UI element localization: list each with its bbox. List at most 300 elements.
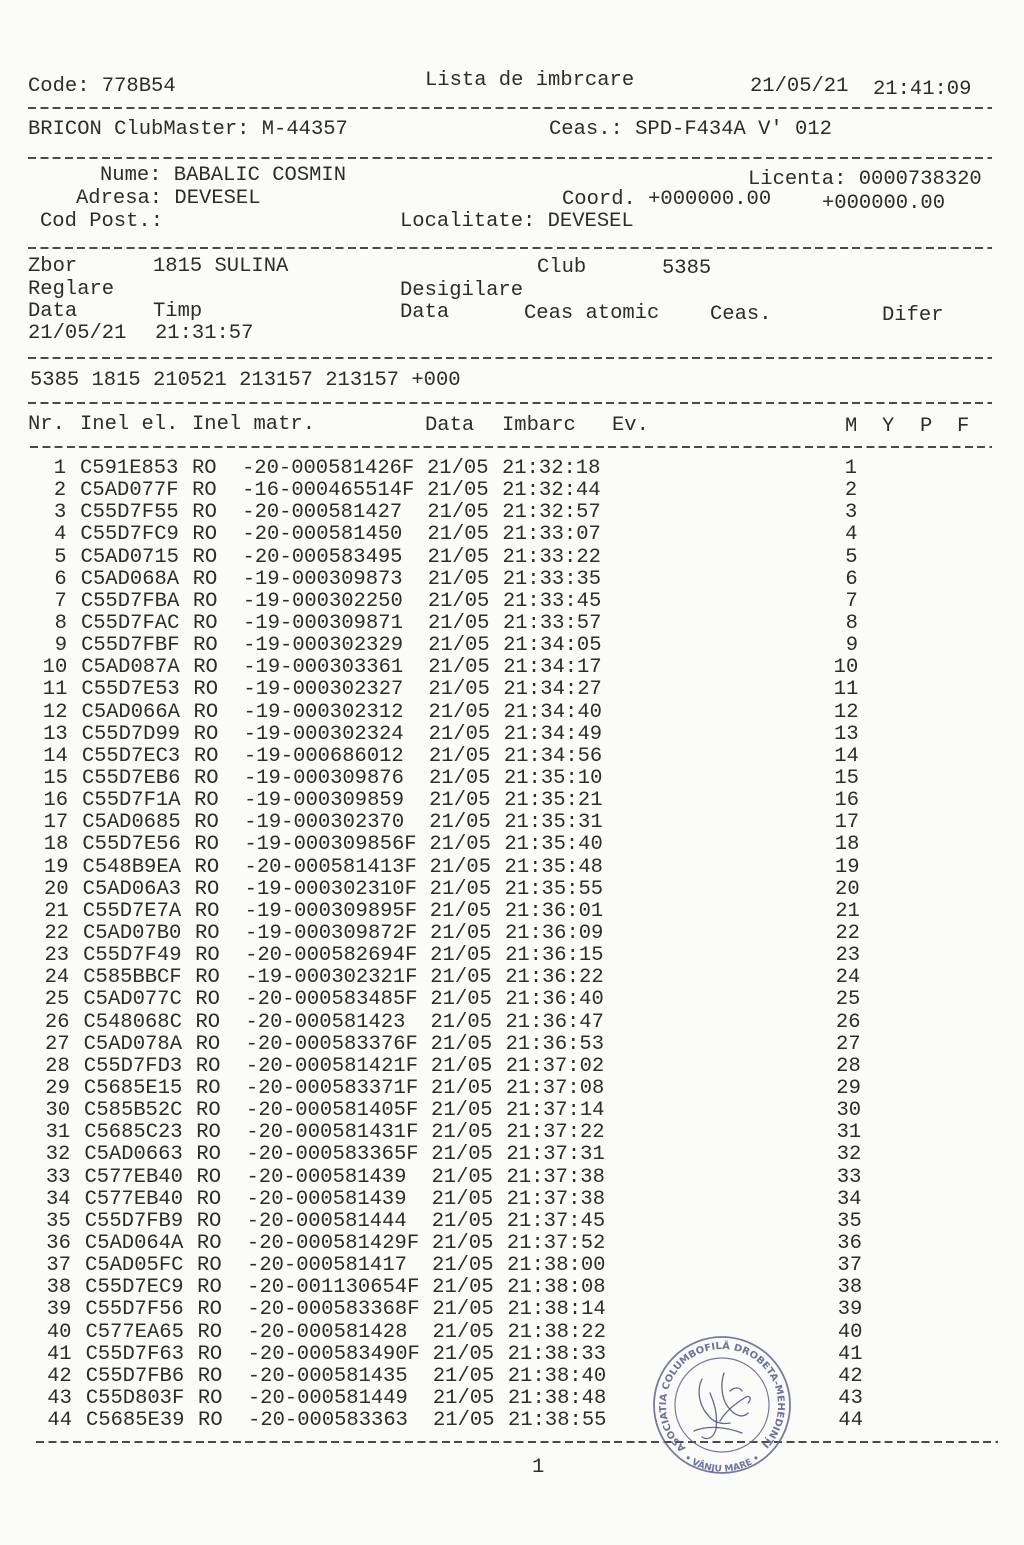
ring-registration-number: -20-000581435: [247, 1364, 408, 1388]
table-row: [1, 547, 901, 569]
row-number: 36: [46, 1231, 71, 1255]
svg-text:ASOCIATIA COLUMBOFILĂ DROBETA-: [658, 1340, 786, 1454]
rank-m: 21: [835, 899, 860, 923]
rank-m: 36: [837, 1231, 862, 1255]
table-row: [2, 724, 902, 746]
row-number: 23: [44, 944, 70, 968]
arrival-time: 21:38:55: [508, 1409, 607, 1432]
arrival-date: 21/05: [428, 722, 491, 746]
table-row: [1, 613, 901, 635]
code-label: Code: 778B54: [28, 75, 176, 98]
electronic-ring-id: C55D7F63: [85, 1342, 185, 1366]
rank-m: 7: [845, 589, 858, 613]
column-imbarc: Imbarc: [502, 414, 576, 437]
arrival-date: 21/05: [429, 899, 492, 923]
row-number: 44: [47, 1409, 73, 1432]
arrival-date: 21/05: [428, 656, 490, 680]
ring-country: RO: [197, 1298, 222, 1322]
ring-registration-number: -20-000581429F: [246, 1231, 420, 1255]
ring-registration-number: -20-000583485F: [245, 988, 418, 1012]
electronic-ring-id: C5AD0663: [84, 1143, 183, 1167]
ring-country: RO: [194, 833, 219, 857]
ring-registration-number: -16-000465514F: [242, 479, 415, 503]
ring-country: RO: [192, 545, 218, 569]
ring-country: RO: [195, 1010, 221, 1034]
arrival-time: 21:37:08: [505, 1076, 605, 1100]
arrival-time: 21:36:47: [505, 1010, 604, 1034]
ring-registration-number: -19-000686012: [243, 744, 404, 768]
table-row: [1, 679, 901, 701]
rank-m: 14: [834, 744, 859, 768]
ring-country: RO: [196, 1099, 221, 1123]
electronic-ring-id: C585BBCF: [83, 966, 182, 990]
electronic-ring-id: C5AD064A: [84, 1231, 184, 1255]
column-date: Data: [425, 414, 475, 437]
table-row: [0, 480, 900, 502]
arrival-time: 21:33:07: [502, 523, 601, 547]
arrival-time: 21:35:55: [504, 877, 604, 901]
ring-country: RO: [195, 1054, 221, 1078]
clubmaster-id: BRICON ClubMaster: M-44357: [28, 118, 348, 141]
arrival-date: 21/05: [428, 678, 490, 702]
ring-registration-number: -19-000302310F: [244, 877, 417, 901]
ring-country: RO: [192, 523, 218, 547]
arrival-time: 21:37:31: [506, 1143, 605, 1167]
arrival-date: 21/05: [432, 1298, 494, 1322]
row-number: 21: [44, 899, 69, 923]
electronic-ring-id: C548068C: [83, 1010, 182, 1034]
ring-registration-number: -20-000581427: [242, 501, 403, 525]
arrival-time: 21:32:57: [502, 501, 601, 525]
ring-registration-number: -19-000302324: [243, 722, 404, 746]
row-number: 4: [54, 523, 67, 547]
arrival-time: 21:37:22: [506, 1121, 605, 1145]
arrival-date: 21/05: [427, 501, 489, 525]
table-row: [3, 967, 903, 989]
arrival-date: 21/05: [433, 1409, 495, 1432]
arrival-date: 21/05: [432, 1276, 494, 1300]
row-number: 8: [54, 612, 67, 635]
club-number: 5385: [662, 257, 712, 280]
electronic-ring-id: C5685E15: [83, 1076, 183, 1100]
ring-country: RO: [194, 811, 219, 835]
ring-country: RO: [197, 1364, 223, 1388]
ring-registration-number: -19-000303361: [243, 656, 404, 680]
ring-country: RO: [196, 1231, 222, 1255]
stamp-text-bottom: • VÂNJU MARE •: [682, 1453, 762, 1475]
arrival-date: 21/05: [428, 700, 491, 724]
table-row: [1, 657, 901, 679]
table-row: [2, 790, 902, 812]
table-row: [5, 1299, 905, 1321]
arrival-time: 21:34:56: [503, 744, 603, 768]
table-row: [5, 1233, 905, 1255]
rank-m: 41: [837, 1342, 863, 1366]
rank-m: 20: [835, 877, 860, 901]
stamp-inner-circle: [675, 1358, 769, 1452]
arrival-time: 21:33:45: [502, 589, 602, 613]
arrival-date: 21/05: [431, 1187, 494, 1211]
table-row: [3, 901, 903, 923]
ring-country: RO: [192, 457, 217, 480]
electronic-ring-id: C55D7D99: [81, 722, 181, 746]
row-number: 19: [43, 855, 69, 879]
rank-m: 5: [845, 545, 858, 569]
ring-registration-number: -19-000302329: [243, 634, 404, 658]
flight-name: 1815 SULINA: [153, 255, 289, 278]
arrival-time: 21:36:01: [504, 899, 604, 923]
row-number: 27: [45, 1032, 70, 1056]
electronic-ring-id: C5AD077F: [80, 479, 179, 503]
electronic-ring-id: C577EB40: [84, 1187, 184, 1211]
row-number: 26: [44, 1010, 70, 1034]
rank-m: 12: [833, 700, 859, 724]
rank-m: 3: [844, 501, 858, 525]
arrival-date: 21/05: [429, 877, 492, 901]
rank-m: 39: [837, 1298, 863, 1322]
rank-m: 19: [834, 855, 860, 879]
arrival-date: 21/05: [429, 789, 491, 813]
rank-m: 27: [836, 1032, 861, 1056]
rank-m: 42: [838, 1364, 863, 1388]
ring-country: RO: [192, 612, 218, 635]
arrival-date: 21/05: [432, 1364, 495, 1388]
arrival-time: 21:35:48: [504, 855, 603, 879]
row-number: 13: [43, 722, 68, 746]
arrival-time: 21:36:53: [505, 1032, 605, 1056]
license-number: Licenta: 0000738320: [748, 168, 982, 191]
row-number: 12: [42, 700, 68, 724]
page-title: Lista de imbrcare: [425, 69, 635, 92]
ring-country: RO: [196, 1209, 222, 1233]
ring-country: RO: [197, 1320, 223, 1344]
table-row: [4, 1078, 904, 1100]
table-row: [2, 812, 902, 834]
ring-country: RO: [198, 1409, 223, 1432]
arrival-date: 21/05: [429, 855, 492, 879]
electronic-ring-id: C5685E39: [86, 1409, 185, 1432]
ring-country: RO: [192, 589, 218, 613]
ring-registration-number: -20-000581421F: [245, 1054, 418, 1078]
row-number: 37: [46, 1254, 72, 1277]
rank-m: 26: [835, 1010, 861, 1034]
row-number: 30: [45, 1099, 71, 1123]
ring-registration-number: -19-000309876: [243, 767, 404, 790]
row-number: 5: [54, 545, 67, 569]
electronic-ring-id: C548B9EA: [82, 855, 181, 879]
ring-registration-number: -19-000302250: [242, 589, 403, 613]
column-matr: Inel matr.: [192, 413, 316, 436]
ring-registration-number: -19-000309873: [242, 567, 403, 591]
column-m: M: [845, 415, 858, 438]
arrival-date: 21/05: [430, 1076, 493, 1100]
ring-registration-number: -19-000302321F: [245, 966, 418, 990]
column-ring: Inel el.: [80, 413, 179, 436]
flight-label: Zbor: [28, 255, 78, 278]
row-number: 17: [43, 811, 69, 835]
row-number: 35: [46, 1209, 71, 1233]
electronic-ring-id: C55D803F: [85, 1386, 185, 1410]
ring-country: RO: [193, 767, 219, 790]
ring-registration-number: -20-000581428: [247, 1320, 408, 1344]
electronic-ring-id: C577EA65: [85, 1320, 184, 1344]
arrival-date: 21/05: [432, 1342, 495, 1366]
arrival-time: 21:34:05: [503, 634, 602, 658]
rank-m: 44: [838, 1409, 864, 1432]
arrival-date: 21/05: [431, 1121, 493, 1145]
rank-m: 29: [836, 1076, 861, 1100]
arrival-date: 21/05: [430, 944, 492, 968]
ring-country: RO: [195, 944, 220, 968]
pigeon-emblem-icon: [694, 1373, 750, 1439]
ring-registration-number: -20-000581444: [246, 1209, 407, 1233]
arrival-date: 21/05: [432, 1320, 494, 1344]
rank-m: 37: [837, 1254, 863, 1277]
arrival-time: 21:38:08: [507, 1276, 606, 1300]
stamp-text-top: ASOCIATIA COLUMBOFILĂ DROBETA-MEHEDINȚI: [657, 1340, 787, 1454]
arrival-date: 21/05: [428, 767, 491, 790]
electronic-ring-id: C55D7FD3: [83, 1054, 183, 1078]
rank-m: 28: [836, 1054, 861, 1078]
desigilare-date-label: Data: [400, 301, 450, 324]
row-number: 20: [44, 877, 69, 901]
rank-m: 9: [845, 634, 859, 658]
arrival-time: 21:37:52: [506, 1231, 606, 1255]
column-p: P: [920, 415, 933, 438]
row-number: 3: [53, 501, 67, 525]
table-row: [4, 1144, 904, 1166]
electronic-ring-id: C55D7F56: [85, 1298, 184, 1322]
column-f: F: [957, 415, 970, 438]
arrival-date: 21/05: [431, 1165, 493, 1189]
electronic-ring-id: C5AD06A3: [82, 877, 182, 901]
ring-country: RO: [196, 1121, 221, 1145]
ring-country: RO: [193, 634, 218, 658]
arrival-time: 21:34:17: [503, 656, 602, 680]
ring-country: RO: [194, 877, 220, 901]
electronic-ring-id: C5AD078A: [83, 1032, 183, 1056]
arrival-date: 21/05: [431, 1209, 494, 1233]
table-row: [5, 1277, 905, 1299]
table-row: [4, 1012, 904, 1034]
ring-country: RO: [192, 567, 218, 591]
ring-country: RO: [197, 1342, 223, 1366]
arrival-time: 21:38:00: [507, 1254, 606, 1277]
arrival-time: 21:38:33: [507, 1342, 607, 1366]
ring-country: RO: [197, 1254, 222, 1277]
arrival-time: 21:38:40: [507, 1364, 607, 1388]
electronic-ring-id: C55D7EB6: [81, 767, 181, 790]
row-number: 39: [46, 1298, 72, 1322]
table-row: [3, 857, 903, 879]
arrival-time: 21:33:35: [502, 567, 602, 591]
rank-m: 24: [835, 966, 861, 990]
rank-m: 40: [837, 1320, 863, 1344]
table-row: [2, 746, 902, 768]
arrival-time: 21:34:40: [503, 700, 602, 724]
row-number: 29: [45, 1076, 70, 1100]
ring-registration-number: -19-000309859: [244, 789, 405, 813]
electronic-ring-id: C55D7FBA: [80, 589, 180, 613]
electronic-ring-id: C5685C23: [84, 1121, 183, 1145]
arrival-time: 21:37:45: [506, 1209, 606, 1233]
rank-m: 33: [836, 1165, 862, 1189]
code-line: 5385 1815 210521 213157 213157 +000: [30, 369, 461, 392]
row-number: 6: [54, 567, 67, 591]
row-number: 2: [53, 479, 67, 503]
table-row: [4, 1100, 904, 1122]
print-date: 21/05/21: [750, 75, 849, 98]
rank-m: 32: [836, 1143, 862, 1167]
rank-m: 43: [838, 1386, 863, 1410]
page-number: 1: [532, 1456, 545, 1479]
table-row: [4, 1122, 904, 1144]
arrival-date: 21/05: [430, 1032, 493, 1056]
electronic-ring-id: C5AD05FC: [85, 1254, 184, 1277]
rank-m: 34: [837, 1187, 862, 1211]
arrival-time: 21:37:02: [505, 1054, 605, 1078]
table-row: [0, 458, 900, 480]
electronic-ring-id: C577EB40: [84, 1165, 183, 1189]
rank-m: 16: [834, 789, 860, 813]
rank-m: 35: [837, 1209, 862, 1233]
column-y: Y: [882, 415, 895, 438]
ring-registration-number: -20-000583368F: [247, 1298, 420, 1322]
row-number: 7: [54, 589, 67, 613]
electronic-ring-id: C585B52C: [84, 1099, 183, 1123]
arrival-date: 21/05: [430, 1010, 493, 1034]
ring-registration-number: -19-000309856F: [244, 833, 417, 857]
ring-registration-number: -20-000581450: [242, 523, 403, 547]
rank-m: 13: [834, 722, 859, 746]
rank-m: 8: [845, 612, 858, 635]
arrival-time: 21:37:38: [506, 1165, 605, 1189]
table-row: [1, 635, 901, 657]
ring-registration-number: -20-000583363: [248, 1409, 408, 1432]
column-ev: Ev.: [612, 414, 649, 437]
svg-text:• VÂNJU MARE •: [682, 1453, 762, 1474]
separator-line: [28, 402, 992, 404]
ring-country: RO: [192, 479, 217, 503]
ring-registration-number: -20-000581426F: [242, 457, 415, 480]
table-row: [0, 502, 900, 524]
row-number: 31: [45, 1121, 71, 1145]
ring-country: RO: [195, 1076, 221, 1100]
coord-y: +000000.00: [822, 192, 946, 215]
ring-country: RO: [196, 1187, 222, 1211]
electronic-ring-id: C55D7E53: [81, 678, 180, 702]
ring-country: RO: [193, 744, 219, 768]
ring-country: RO: [196, 1165, 222, 1189]
arrival-date: 21/05: [430, 966, 492, 990]
electronic-ring-id: C55D7FB9: [84, 1209, 184, 1233]
arrival-time: 21:36:15: [505, 944, 604, 968]
electronic-ring-id: C5AD0685: [82, 811, 181, 835]
arrival-time: 21:33:22: [502, 545, 601, 569]
row-number: 25: [44, 988, 70, 1012]
row-number: 15: [43, 767, 68, 790]
rank-m: 11: [833, 678, 859, 702]
electronic-ring-id: C55D7EC3: [81, 744, 181, 768]
table-row: [4, 1034, 904, 1056]
ring-country: RO: [197, 1386, 223, 1410]
electronic-ring-id: C55D7E7A: [82, 899, 182, 923]
arrival-date: 21/05: [429, 921, 492, 945]
row-number: 28: [45, 1054, 70, 1078]
postcode-label: Cod Post.:: [40, 210, 164, 233]
electronic-ring-id: C5AD068A: [80, 567, 180, 591]
rank-m: 17: [834, 811, 860, 835]
reglare-date: 21/05/21: [28, 322, 127, 345]
ring-country: RO: [195, 988, 220, 1012]
arrival-time: 21:38:48: [507, 1386, 607, 1410]
table-row: [5, 1189, 905, 1211]
table-row: [2, 768, 902, 790]
electronic-ring-id: C55D7FB6: [85, 1364, 185, 1388]
table-row: [3, 945, 903, 967]
electronic-ring-id: C55D7FBF: [81, 634, 180, 658]
arrival-time: 21:36:40: [505, 988, 604, 1012]
ring-registration-number: -19-000309871: [242, 612, 403, 635]
arrival-date: 21/05: [427, 612, 490, 635]
separator-line: [36, 1441, 998, 1443]
column-nr: Nr.: [28, 413, 65, 436]
ring-registration-number: -19-000302370: [244, 811, 405, 835]
ring-registration-number: -20-000583365F: [246, 1143, 419, 1167]
ring-registration-number: -20-000583490F: [247, 1342, 420, 1366]
rank-m: 25: [835, 988, 861, 1012]
ring-country: RO: [195, 966, 220, 990]
rank-m: 30: [836, 1099, 862, 1123]
arrival-time: 21:35:40: [504, 833, 603, 857]
arrival-date: 21/05: [427, 567, 490, 591]
ring-registration-number: -20-000581449: [247, 1386, 408, 1410]
difference-label: Difer: [882, 304, 944, 327]
arrival-time: 21:36:09: [504, 921, 604, 945]
ring-registration-number: -20-000583371F: [245, 1076, 419, 1100]
ring-registration-number: -19-000309872F: [244, 921, 418, 945]
rank-m: 31: [836, 1121, 862, 1145]
table-row: [2, 702, 902, 724]
rank-m: 38: [837, 1276, 863, 1300]
ring-registration-number: -20-000581417: [247, 1254, 407, 1277]
row-number: 33: [45, 1165, 71, 1189]
row-number: 14: [43, 744, 68, 768]
row-number: 18: [43, 833, 69, 857]
ring-registration-number: -20-000583495: [242, 545, 403, 569]
arrival-time: 21:37:38: [506, 1187, 606, 1211]
rank-m: 2: [844, 479, 858, 503]
ring-country: RO: [194, 789, 219, 813]
reglare-label: Reglare: [28, 278, 115, 301]
ring-country: RO: [195, 1032, 221, 1056]
rank-m: 4: [845, 523, 858, 547]
ring-country: RO: [193, 656, 218, 680]
table-row: [1, 569, 901, 591]
arrival-time: 21:32:44: [502, 479, 601, 503]
ring-registration-number: -20-000582694F: [245, 944, 418, 968]
ring-country: RO: [194, 855, 220, 879]
electronic-ring-id: C55D7F55: [80, 501, 179, 525]
arrival-date: 21/05: [427, 589, 490, 613]
ring-country: RO: [193, 722, 219, 746]
arrival-time: 21:36:22: [505, 966, 604, 990]
electronic-ring-id: C55D7F49: [83, 944, 182, 968]
arrival-time: 21:34:49: [503, 722, 603, 746]
desigilare-label: Desigilare: [400, 279, 524, 302]
club-label: Club: [537, 256, 587, 279]
ring-country: RO: [197, 1276, 222, 1300]
